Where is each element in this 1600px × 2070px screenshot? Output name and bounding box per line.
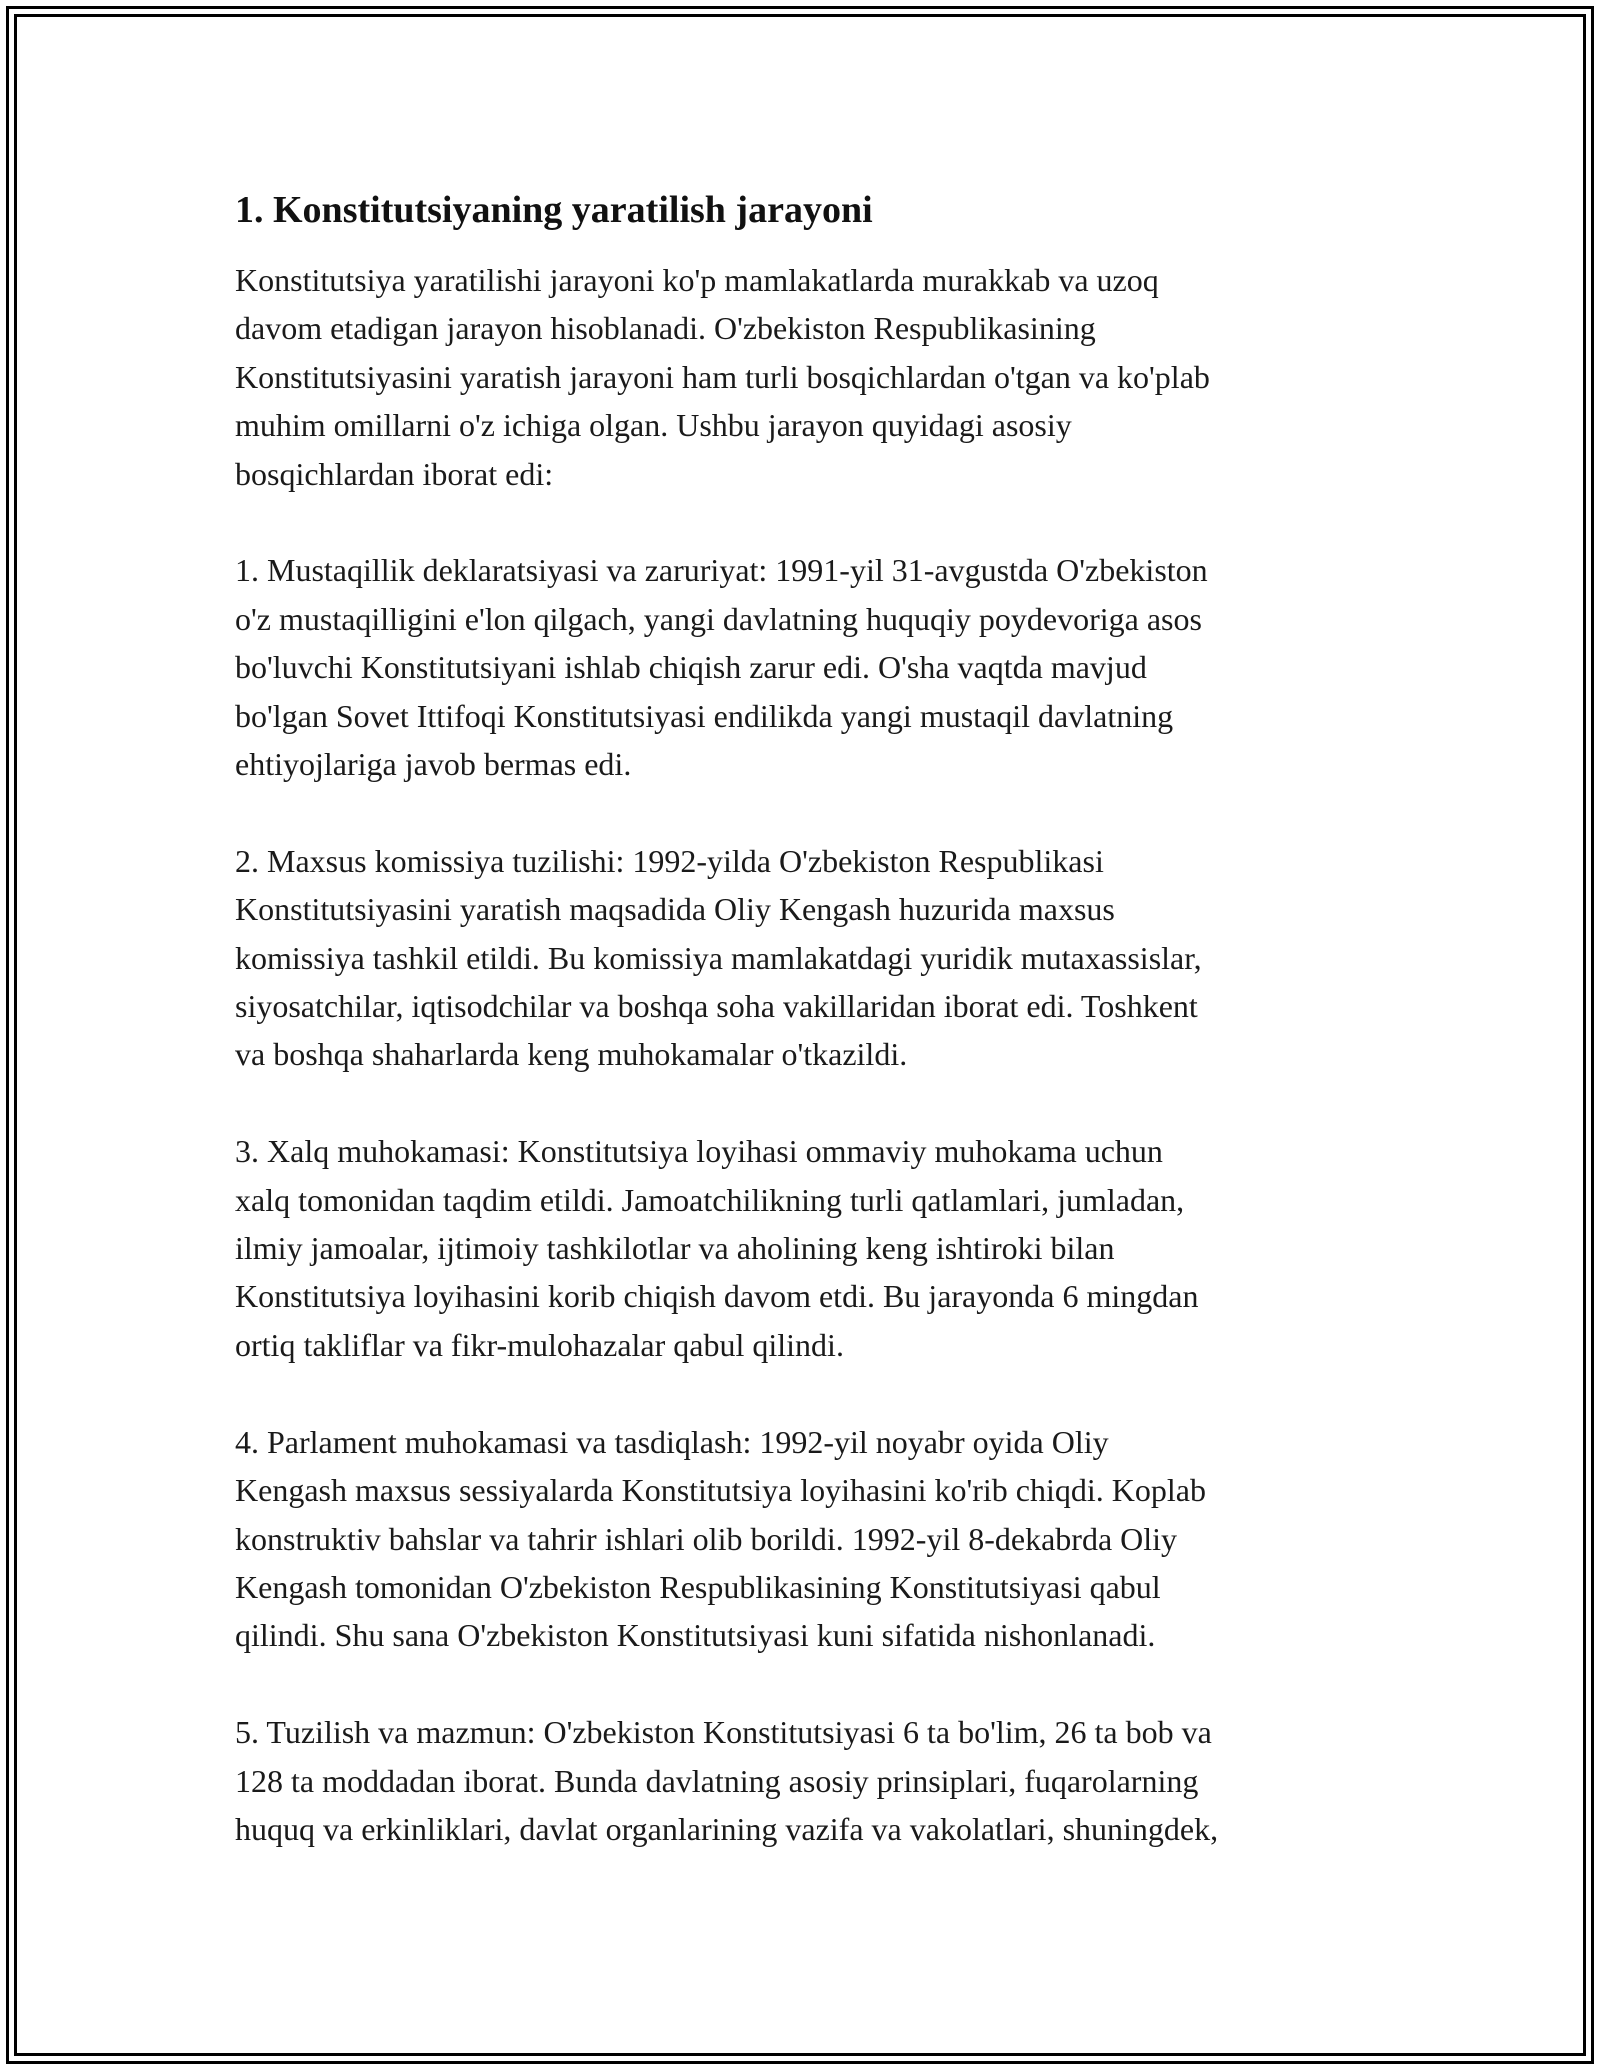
document-body (235, 186, 1375, 1902)
intro-paragraph: Konstitutsiya yaratilishi jarayoni ko'p mamlakatlarda murakkab va uzoq davom etadigan jarayon hisoblanadi. O'zbekiston Respublikasining Konstitutsiyasini yaratish jarayoni ham turli bosqichlardan o'tgan va ko'plab muhim omillarni o'z ichiga olgan. Ushbu jarayon quyidagi asosiy bosqichlardan iborat edi: (235, 262, 1210, 492)
stage-5-paragraph: 5. Tuzilish va mazmun: O'zbekiston Konstitutsiyasi 6 ta bo'lim, 26 ta bob va 128 ta moddadan iborat. Bunda davlatning asosiy prinsiplari, fuqarolarning huquq va erkinliklari, davlat organlarining vazifa va vakolatlari, shuningdek, (235, 1714, 1219, 1847)
stage-1-paragraph: 1. Mustaqillik deklaratsiyasi va zaruriyat: 1991-yil 31-avgustda O'zbekiston o'z mustaqilligini e'lon qilgach, yangi davlatning huquqiy poydevoriga asos bo'luvchi Konstitutsiyani ishlab chiqish zarur edi. O'sha vaqtda mavjud bo'lgan Sovet Ittifoqi Konstitutsiyasi endilikda yangi mustaqil davlatning ehtiyojlariga javob bermas edi. (235, 552, 1208, 783)
stage-4-paragraph: 4. Parlament muhokamasi va tasdiqlash: 1992-yil noyabr oyida Oliy Kengash maxsus sessiyalarda Konstitutsiya loyihasini ko'rib chiqdi. Koplab konstruktiv bahslar va tahrir ishlari olib borildi. 1992-yil 8-dekabrda Oliy Kengash tomonidan O'zbekiston Respublikasining Konstitutsiyasi qabul qilindi. Shu sana O'zbekiston Konstitutsiyasi kuni sifatida nishonlanadi. (235, 1423, 1206, 1654)
stage-3-paragraph: 3. Xalq muhokamasi: Konstitutsiya loyihasi ommaviy muhokama uchun xalq tomonidan taqdim etildi. Jamoatchilikning turli qatlamlari, jumladan, ilmiy jamoalar, ijtimoiy tashkilotlar va aholining keng ishtiroki bilan Konstitutsiya loyihasini korib chiqish davom etdi. Bu jarayonda 6 mingdan ortiq takliflar va fikr-mulohazalar qabul qilindi. (235, 1133, 1199, 1363)
document-title: 1. Konstitutsiyaning yaratilish jarayoni (235, 189, 873, 231)
stage-2-paragraph: 2. Maxsus komissiya tuzilishi: 1992-yilda O'zbekiston Respublikasi Konstitutsiyasini yaratish maqsadida Oliy Kengash huzurida maxsus komissiya tashkil etildi. Bu komissiya mamlakatdagi yuridik mutaxassislar, siyosatchilar, iqtisodchilar va boshqa soha vakillaridan iborat edi. Toshkent va boshqa shaharlarda keng muhokamalar o'tkazildi. (235, 842, 1202, 1073)
